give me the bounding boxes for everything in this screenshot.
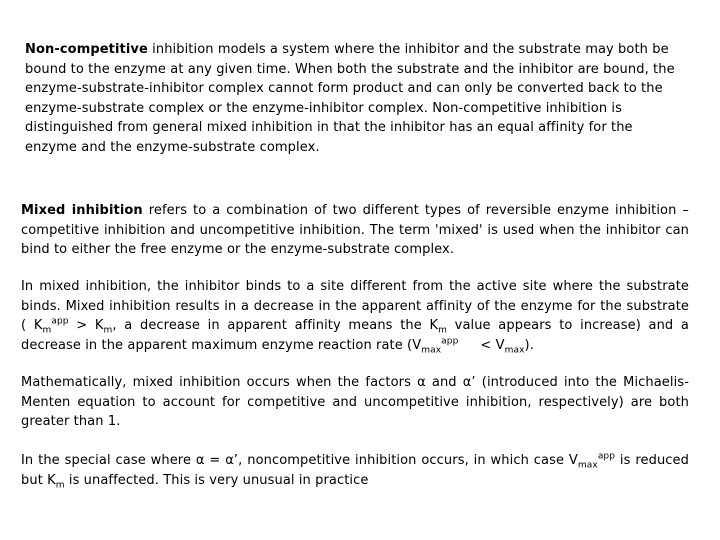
p3-text-2: > K bbox=[68, 318, 104, 333]
paragraph-mathematical bbox=[21, 373, 689, 432]
p3-text-5: < V bbox=[480, 337, 505, 353]
p3-sup-app-1: app bbox=[51, 316, 69, 327]
p3-sub-m-3: m bbox=[438, 325, 447, 336]
p3-sub-max-2: max bbox=[504, 345, 525, 356]
paragraph-mixed-mechanism bbox=[21, 277, 689, 355]
paragraph-special-case bbox=[21, 451, 689, 490]
p5-text-2: is reduced but K bbox=[21, 453, 689, 488]
p4-text: Mathematically, mixed inhibition occurs when the factors α and α’ (introduced into the Michaelis-Menten equation to account for competitive and uncompetitive inhibition, respectively) are both greater than 1. bbox=[21, 375, 689, 429]
paragraph-mixed-definition bbox=[21, 201, 689, 260]
paragraph-noncompetitive-text: inhibition models a system where the inhibitor and the substrate may both be bound to the enzyme at any given time. When both the substrate and the inhibitor are bound, the enzyme-substrate-inhibitor complex cannot form product and can only be converted back to the enzyme-substrate complex or the enzyme-inhibitor complex. Non-competitive inhibition is distinguished from general mixed inhibition in that the inhibitor has an equal affinity for the enzyme and the enzyme-substrate complex. bbox=[25, 42, 675, 155]
p3-text-3: , a decrease in apparent affinity means the K bbox=[112, 318, 439, 333]
p5-sub-m: m bbox=[55, 480, 65, 491]
p3-sub-m-2: m bbox=[103, 325, 113, 336]
p5-text-3: is unaffected. This is very unusual in practice bbox=[64, 472, 369, 488]
p3-text-4: value appears to increase) and a decrease in the apparent maximum enzyme reaction rate (V bbox=[21, 318, 689, 353]
p5-text-1: In the special case where α = α’, noncompetitive inhibition occurs, in which case V bbox=[21, 453, 578, 468]
p5-sup-app: app bbox=[597, 451, 616, 462]
paragraph-noncompetitive bbox=[25, 40, 675, 157]
p3-sub-max-1: max bbox=[421, 345, 442, 356]
p3-sup-app-2: app bbox=[441, 336, 459, 347]
term-mixed-inhibition: Mixed inhibition bbox=[21, 203, 143, 218]
p3-text-6: ). bbox=[524, 337, 534, 353]
paragraph-mixed-definition-text: refers to a combination of two different types of reversible enzyme inhibition – competitive inhibition and uncompetitive inhibition. The term 'mixed' is used when the inhibitor can bind to either the free enzyme or the enzyme-substrate complex. bbox=[21, 203, 689, 257]
p5-sub-max: max bbox=[577, 460, 598, 471]
term-noncompetitive: Non-competitive bbox=[25, 42, 148, 57]
p3-text-1: In mixed inhibition, the inhibitor binds to a site different from the active site where the substrate binds. Mixed inhibition results in a decrease in the apparent affinity of the enzyme for the substrate ( K bbox=[21, 279, 689, 333]
p3-sub-m-1: m bbox=[42, 325, 52, 336]
